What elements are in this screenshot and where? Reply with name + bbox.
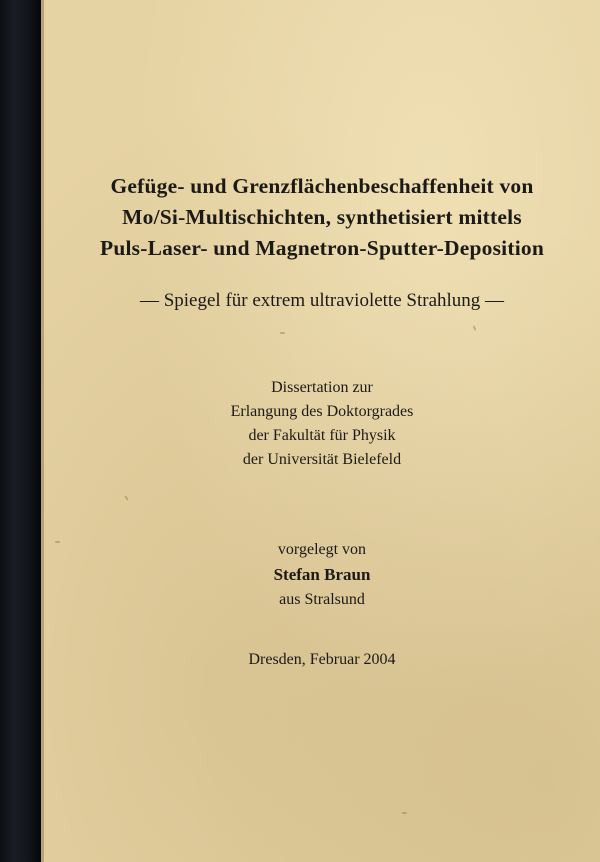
presented-by-label: vorgelegt von <box>277 541 367 558</box>
thesis-subtitle: — Spiegel für extrem ultraviolette Strahlung — <box>139 290 505 311</box>
author-block <box>44 537 600 612</box>
paper-speck <box>402 812 407 814</box>
paper-speck <box>124 495 128 500</box>
author-name: Stefan Braun <box>273 565 371 584</box>
dissertation-line-2: Erlangung des Doktorgrades <box>230 403 414 420</box>
title-page <box>44 0 600 862</box>
dissertation-line-3: der Fakultät für Physik <box>248 427 396 444</box>
book-binding-strip <box>0 0 41 862</box>
dissertation-statement <box>44 376 600 472</box>
paper-speck <box>280 332 285 334</box>
title-line-2: Mo/Si-Multischichten, synthetisiert mittels <box>122 205 522 229</box>
dissertation-line-4: der Universität Bielefeld <box>242 451 402 468</box>
place-and-date: Dresden, Februar 2004 <box>248 651 396 668</box>
title-line-3: Puls-Laser- und Magnetron-Sputter-Deposition <box>100 236 544 260</box>
title-line-1: Gefüge- und Grenzflächenbeschaffenheit von <box>110 174 534 198</box>
thesis-title <box>44 171 600 264</box>
paper-speck <box>473 325 477 330</box>
dissertation-line-1: Dissertation zur <box>271 379 373 396</box>
author-origin: aus Stralsund <box>279 591 365 608</box>
